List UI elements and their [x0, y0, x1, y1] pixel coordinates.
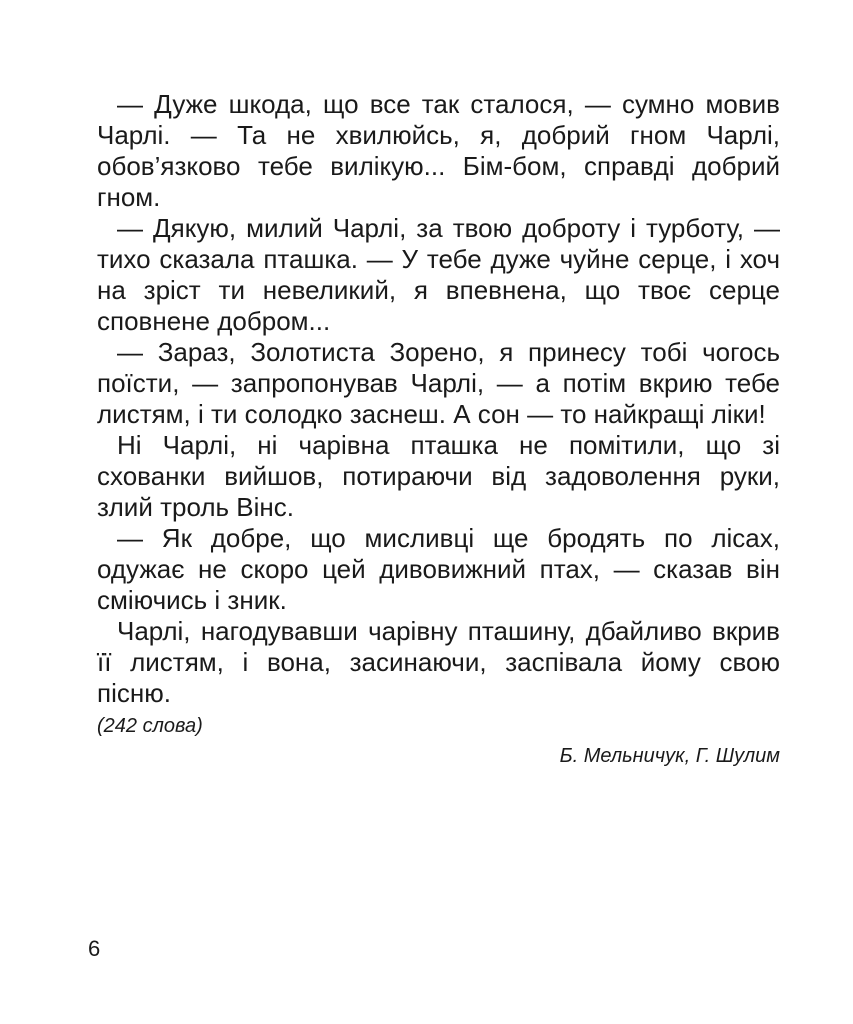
- paragraph: — Дякую, милий Чарлі, за твою доброту і турботу, — тихо сказала пташка. — У тебе дуже чуйне серце, і хоч на зріст ти невеликий, я впевнена, що твоє серце сповнене добром...: [97, 213, 780, 336]
- authors-attribution: Б. Мельничук, Г. Шулим: [559, 745, 780, 767]
- paragraph: — Як добре, що мисливці ще бродять по лісах, одужає не скоро цей дивовижний птах, — сказав він сміючись і зник.: [97, 523, 780, 615]
- story-text: [97, 89, 780, 769]
- word-count: (242 слова): [97, 715, 203, 737]
- page-number: 6: [88, 936, 101, 961]
- paragraph: — Дуже шкода, що все так сталося, — сумно мовив Чарлі. — Та не хвилюйсь, я, добрий гном Чарлі, обов’язково тебе вилікую... Бім-бом, справді добрий гном.: [97, 89, 780, 212]
- paragraph: Ні Чарлі, ні чарівна пташка не помітили, що зі схованки вийшов, потираючи від задоволення руки, злий троль Вінс.: [97, 430, 780, 522]
- paragraph: Чарлі, нагодувавши чарівну пташину, дбайливо вкрив її листям, і вона, засинаючи, заспівала йому свою пісню.: [97, 616, 780, 708]
- paragraph: — Зараз, Золотиста Зорено, я принесу тобі чогось поїсти, — запропонував Чарлі, — а потім вкрию тебе листям, і ти солодко заснеш. А сон — то найкращі ліки!: [97, 337, 780, 429]
